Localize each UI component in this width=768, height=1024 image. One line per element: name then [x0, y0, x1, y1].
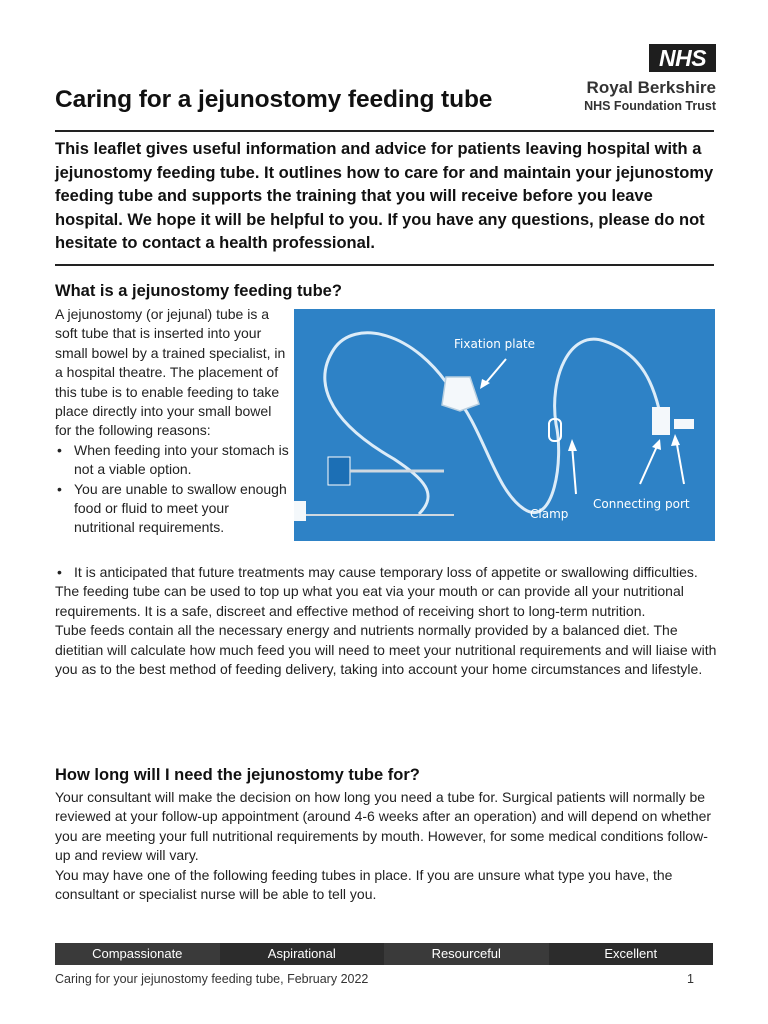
section-heading-how-long: How long will I need the jejunostomy tube for? [55, 766, 420, 784]
trust-subtitle: NHS Foundation Trust [584, 99, 716, 113]
connecting-port-label: Connecting port [593, 497, 690, 511]
fixation-plate-label: Fixation plate [454, 337, 536, 351]
list-item: • You are unable to swallow enough food or fluid to meet your nutritional requirements. [55, 480, 290, 538]
feeding-tube-figure [294, 309, 715, 541]
list-item: • When feeding into your stomach is not a viable option. [55, 441, 290, 480]
nhs-logo [573, 44, 718, 116]
reasons-list [55, 441, 290, 538]
value-aspirational: Aspirational [220, 943, 385, 965]
guidewire-handle [294, 501, 306, 521]
section-heading-what-is: What is a jejunostomy feeding tube? [55, 282, 342, 300]
section1-continued [55, 563, 719, 679]
trust-name: Royal Berkshire [586, 78, 716, 97]
introducer-handle [328, 457, 350, 485]
connecting-port-cap [674, 419, 694, 429]
nhs-wordmark: NHS [649, 44, 716, 72]
section1-intro-paragraph: A jejunostomy (or jejunal) tube is a soft tube that is inserted into your small bowel by a trained specialist, in a hospital theatre. The placement of this tube is to enable feeding to take place directly into your small bowel for the following reasons: [55, 306, 286, 439]
clamp-label: Clamp [530, 507, 569, 521]
tube-types-paragraph: You may have one of the following feeding tubes in place. If you are unsure what type you have, the consultant or specialist nurse will be able to tell you. [55, 866, 673, 903]
reasons-list-continued [55, 563, 719, 582]
section2-body [55, 788, 719, 904]
intro-divider [55, 264, 714, 266]
intro-paragraph: This leaflet gives useful information and advice for patients leaving hospital with a jejunostomy feeding tube. It outlines how to care for and maintain your jejunostomy feeding tube and supports the training that you will receive before you leave hospital. We hope it will be helpful to you. If you have any questions, please do not hesitate to contact a health professional. [55, 140, 714, 253]
page-number: 1 [687, 972, 694, 986]
tube-feeds-paragraph: Tube feeds contain all the necessary energy and nutrients normally provided by a balanced diet. The dietitian will calculate how much feed you will need to meet your nutritional requirements and will liaise with you as to the best method of feeding delivery, taking into account your home circumstances and lifestyle. [55, 622, 717, 678]
values-bar [55, 943, 713, 965]
consultant-paragraph: Your consultant will make the decision on how long you need a tube for. Surgical patients will normally be reviewed at your follow-up appointment (around 4-6 weeks after an operation) and will depend on whether you are meeting your full nutritional requirements by mouth. However, for some medical conditions follow-up and review will vary. [55, 789, 712, 864]
page-title: Caring for a jejunostomy feeding tube [55, 86, 493, 113]
feeding-tube-illustration [294, 309, 715, 541]
value-compassionate: Compassionate [55, 943, 220, 965]
footer-text: Caring for your jejunostomy feeding tube, February 2022 [55, 972, 369, 986]
tube-use-paragraph: The feeding tube can be used to top up what you eat via your mouth or can provide all your nutritional requirements. It is a safe, discreet and effective method of receiving short to long-term nutrition. [55, 583, 684, 619]
connecting-port-shape [652, 407, 670, 435]
top-divider [55, 130, 714, 132]
value-excellent: Excellent [549, 943, 714, 965]
list-item: • It is anticipated that future treatments may cause temporary loss of appetite or swallowing difficulties. [55, 563, 719, 582]
value-resourceful: Resourceful [384, 943, 549, 965]
section1-left-column [55, 305, 290, 538]
